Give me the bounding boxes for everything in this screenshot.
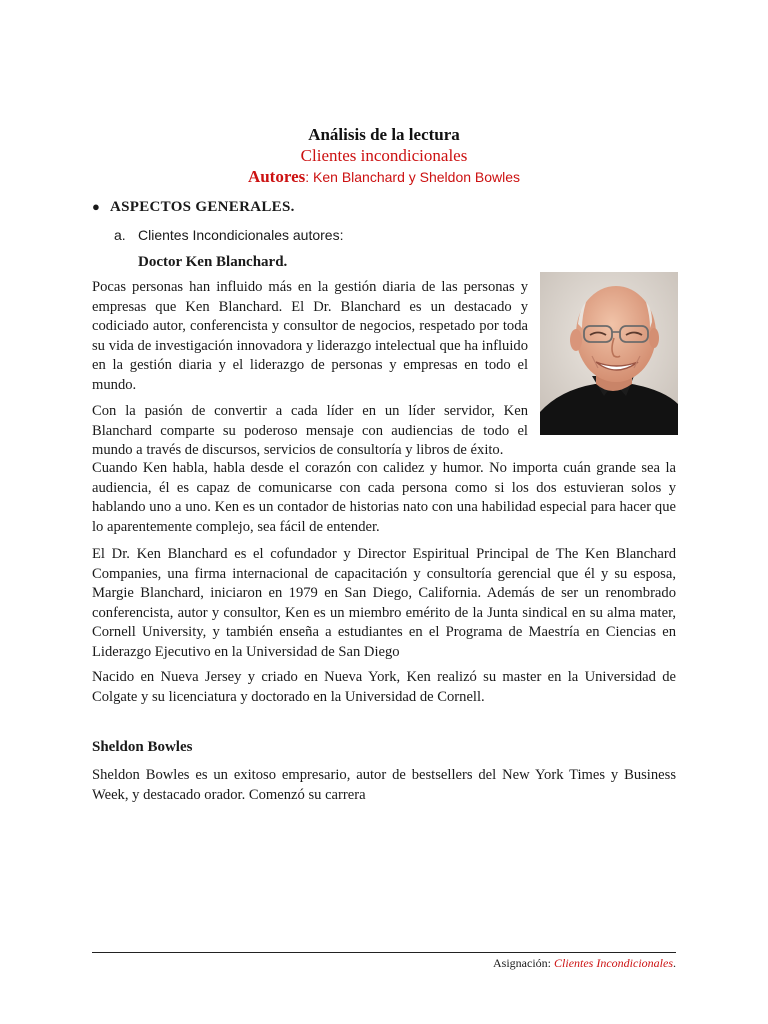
authors-names: : Ken Blanchard y Sheldon Bowles [305,169,521,185]
list-item-text: Clientes Incondicionales autores: [138,227,344,243]
list-marker: a. [114,227,126,243]
list-item [114,227,343,243]
authors-line [0,166,768,188]
authors-label: Autores [247,167,306,186]
bullet-icon: ● [92,199,101,214]
footer-end: . [673,956,676,970]
paragraph: Nacido en Nueva Jersey y criado en Nueva York, Ken realizó su master en la Universidad de Colgate y su licenciatura y doctorado en la Universidad de Cornell. [92,669,676,705]
footer-reference: Clientes Incondicionales [554,956,673,970]
paragraph: El Dr. Ken Blanchard es el cofundador y Director Espiritual Principal de The Ken Blanchard Companies, una firma internacional de capacitación y consultoría gerencial que él y su esposa, Margie Blanchard, iniciaron en 1979 en San Diego, California. Además de ser un renombrado conferencista, autor y consultor, Ken es un miembro emérito de la Junta sindical en su alma mater, Cornell University, y también enseña a estudiantes en el Programa de Maestría en Ciencias en Liderazgo Ejecutivo en la Universidad de San Diego [92,546,676,660]
document-title: Análisis de la lectura [308,125,460,144]
title-block [0,124,768,188]
paragraph: Sheldon Bowles es un exitoso empresario, autor de bestsellers del New York Times y Business Week, y destacado orador. Comenzó su carrera [92,767,676,803]
section-heading-text: ASPECTOS GENERALES. [110,199,295,215]
section-heading [92,199,295,216]
footer-divider [92,952,676,953]
blanchard-heading: Doctor Ken Blanchard. [138,254,288,270]
page-footer [493,956,676,971]
ken-blanchard-photo [540,272,678,435]
paragraph: Cuando Ken habla, habla desde el corazón con calidez y humor. No importa cuán grande sea la audiencia, él es capaz de comunicarse con cada persona como si los dos estuvieran solos y hablando uno a uno. Ken es un contador de historias nato con una habilidad especial para hacer que lo aparentemente complejo, sea fácil de entender. [92,460,676,535]
footer-label: Asignación: [493,956,555,970]
book-title: Clientes incondicionales [300,146,468,165]
paragraph: Pocas personas han influido más en la gestión diaria de las personas y empresas que Ken Blanchard. El Dr. Blanchard es un destacado y codiciado autor, conferencista y consultor de negocios, respetado por toda su vida de investigación innovadora y liderazgo intelectual que ha influido en la gestión diaria y el liderazgo de personas y empresas en todo el mundo. [92,279,528,393]
paragraph: Con la pasión de convertir a cada líder en un líder servidor, Ken Blanchard comparte su poderoso mensaje con audiencias de todo el mundo a través de discursos, servicios de consultoría y libros de éxito. [92,403,528,459]
bowles-heading: Sheldon Bowles [92,739,193,755]
